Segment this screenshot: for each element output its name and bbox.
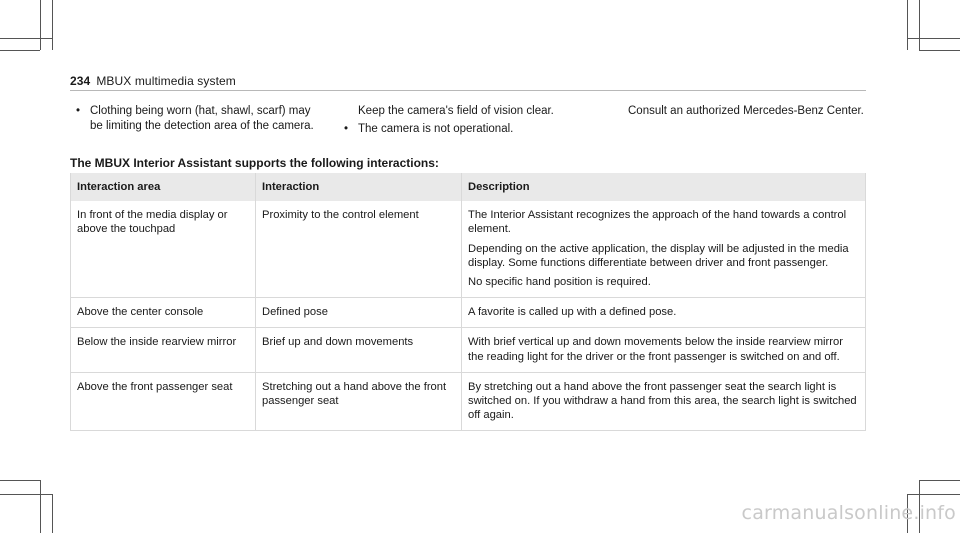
bullet-item: • Clothing being worn (hat, shawl, scarf) may be limiting the detection area of the camera. [74,104,324,134]
crop-mark [0,50,40,51]
crop-mark [40,480,41,533]
cell-area: Above the front passenger seat [71,372,256,431]
crop-mark [52,0,53,50]
cell-interaction: Brief up and down movements [256,328,462,372]
watermark: carmanualsonline.info [741,502,956,524]
page-header [70,74,236,88]
crop-mark [0,38,52,39]
cell-interaction: Defined pose [256,298,462,328]
table-row [71,298,866,328]
section-intro: The MBUX Interior Assistant supports the following interactions: [70,156,439,170]
page-number: 234 [70,74,91,88]
table-header-row [71,173,866,201]
right-text: Consult an authorized Mercedes-Benz Center. [628,105,864,117]
crop-mark [0,494,52,495]
cell-area: Below the inside rearview mirror [71,328,256,372]
crop-mark [919,50,960,51]
cell-description [462,372,866,431]
cell-description [462,201,866,298]
cell-interaction: Proximity to the control element [256,201,462,298]
description-paragraph: The Interior Assistant recognizes the approach of the hand towards a control element. [468,209,847,236]
description-paragraph: Depending on the active application, the display will be adjusted in the media display. Some functions differentiate between driver and front passenger. [468,242,849,269]
column-header-description: Description [462,173,866,201]
cell-area: Above the center console [71,298,256,328]
column-header-interaction: Interaction [256,173,462,201]
crop-mark [52,494,53,533]
left-column [74,104,324,134]
table-row [71,372,866,431]
cell-description [462,328,866,372]
crop-mark [907,38,960,39]
cell-area: In front of the media display or above the touchpad [71,201,256,298]
middle-column [342,104,592,137]
table-row [71,201,866,298]
page-section-title: MBUX multimedia system [96,74,236,88]
table-row [71,328,866,372]
interactions-table [70,173,866,431]
crop-mark [907,494,960,495]
crop-mark [0,480,40,481]
cell-description [462,298,866,328]
header-divider [70,90,866,91]
description-paragraph: A favorite is called up with a defined pose. [468,306,677,319]
description-paragraph: No specific hand position is required. [468,276,651,289]
cell-interaction: Stretching out a hand above the front passenger seat [256,372,462,431]
bullet-item: • The camera is not operational. [342,122,592,137]
description-paragraph: By stretching out a hand above the front passenger seat the search light is switched on. If you withdraw a hand from this area, the search light is switched off again. [468,380,857,422]
crop-mark [919,480,960,481]
description-paragraph: With brief vertical up and down movements below the inside rearview mirror the reading light for the driver or the front passenger is switched on and off. [468,336,843,363]
middle-text: Keep the camera's field of vision clear. [358,105,554,117]
crop-mark [919,0,920,50]
right-column [628,104,864,119]
crop-mark [907,0,908,50]
crop-mark [40,0,41,50]
column-header-area: Interaction area [71,173,256,201]
